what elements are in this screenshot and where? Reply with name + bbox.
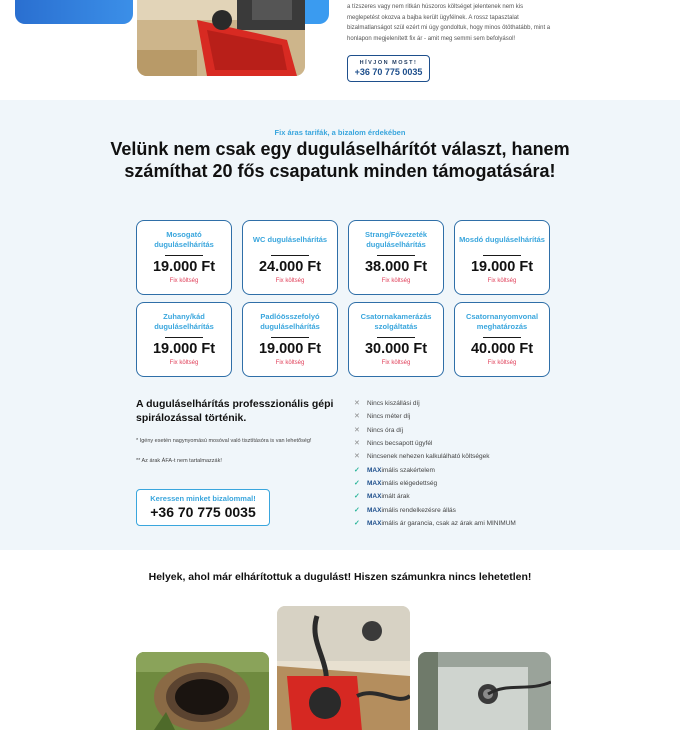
feature-item [354,503,564,516]
pricing-heading: Velünk nem csak egy duguláselhárítót választ, hanem számíthat 20 fős csapatunk minden támogatására! [110,139,570,181]
price-card-price: 38.000 Ft [364,259,428,275]
check-icon: ✓ [354,519,360,527]
price-card-divider [165,255,203,256]
price-card-price: 24.000 Ft [258,259,322,275]
price-card-divider [271,255,309,256]
cross-icon: ✕ [354,400,360,408]
price-card-divider [377,337,415,338]
price-card-subtitle: Fix költség [381,360,411,366]
price-card-title: Mosogató duguláselhárítás [154,230,214,249]
feature-text: imális ár garancia, csak az árak ami MINIMUM [381,519,516,527]
feature-item [354,450,564,463]
feature-max-prefix: MAX [367,466,382,474]
places-title: Helyek, ahol már elhárítottuk a dugulást! Hiszen számunkra nincs lehetetlen! [148,571,532,583]
price-card-subtitle: Fix költség [487,360,517,366]
price-card-price: 19.000 Ft [152,259,216,275]
price-card-divider [483,255,521,256]
service-info [136,397,346,520]
price-card-subtitle: Fix költség [275,360,305,366]
feature-text: imális szakértelem [381,466,435,474]
price-card-subtitle: Fix költség [169,360,199,366]
price-card-title: Zuhany/kád duguláselhárítás [154,312,214,331]
features-list [354,397,564,530]
feature-text: Nincs kiszállási díj [367,400,420,408]
floor-drain-photo [418,652,551,730]
price-card-subtitle: Fix költség [275,278,305,284]
feature-item [354,397,564,410]
cross-icon: ✕ [354,440,360,448]
price-card[interactable] [136,302,232,377]
price-card-price: 19.000 Ft [258,341,322,357]
contact-call-button[interactable] [136,489,270,526]
check-icon: ✓ [354,466,360,474]
check-icon: ✓ [354,493,360,501]
price-card-title: Csatornakamerázás szolgáltatás [360,312,432,331]
drain-machine-photo [277,606,410,730]
feature-max-prefix: MAX [367,519,382,527]
price-card[interactable] [454,220,550,295]
pricing-section [0,100,680,550]
call-now-button[interactable] [347,55,430,82]
call-now-number: +36 70 775 0035 [354,67,423,77]
call-now-label: HÍVJON MOST! [359,60,418,66]
price-card-title: WC duguláselhárítás [252,235,328,244]
feature-text: Nincs becsapott ügyfél [367,440,433,448]
hero-blue-card [15,0,133,24]
price-card-price: 19.000 Ft [152,341,216,357]
price-card-divider [483,337,521,338]
cross-icon: ✕ [354,426,360,434]
price-card[interactable] [242,220,338,295]
feature-text: imális elégedettség [381,479,438,487]
price-card-title: Mosdó duguláselhárítás [459,235,545,244]
feature-text: imált árak [381,493,410,501]
hero-drain-machine-photo [137,0,305,76]
check-icon: ✓ [354,506,360,514]
feature-item [354,517,564,530]
feature-item [354,424,564,437]
cross-icon: ✕ [354,453,360,461]
feature-text: Nincs óra díj [367,426,404,434]
price-card-subtitle: Fix költség [487,278,517,284]
price-card[interactable] [136,220,232,295]
check-icon: ✓ [354,479,360,487]
feature-item [354,437,564,450]
feature-max-prefix: MAX [367,493,382,501]
manhole-photo [136,652,269,730]
price-card[interactable] [348,302,444,377]
contact-call-label: Keressen minket bizalommal! [150,494,256,503]
price-card-title: Csatornanyomvonal meghatározás [465,312,539,331]
price-card-price: 19.000 Ft [470,259,534,275]
feature-max-prefix: MAX [367,479,382,487]
feature-text: Nincs méter díj [367,413,411,421]
feature-text: Nincsenek nehezen kalkulálható költségek [367,453,490,461]
contact-call-number: +36 70 775 0035 [150,504,256,520]
hero-section [0,0,680,100]
service-note-pressure-wash: * Igény esetén nagynyomású mosóval való tisztításóra is van lehetőség! [136,438,312,444]
feature-item [354,477,564,490]
places-section [0,550,680,730]
feature-item [354,490,564,503]
price-card-divider [377,255,415,256]
feature-item [354,410,564,423]
hero-blue-accent [305,0,329,24]
cross-icon: ✕ [354,413,360,421]
feature-text: imális rendelkezésre állás [381,506,456,514]
service-info-title: A duguláselhárítás professzionális gépi spirálozással történik. [136,398,334,424]
price-card-price: 30.000 Ft [364,341,428,357]
price-card-divider [165,337,203,338]
price-card-subtitle: Fix költség [169,278,199,284]
price-card[interactable] [454,302,550,377]
price-card[interactable] [348,220,444,295]
feature-max-prefix: MAX [367,506,382,514]
hero-description: a tízszeres vagy nem ritkán húszoros költséget jelentenek nem kis meglepetést okozva a bajba került ügyfélnek. A rossz tapasztalat bizalmatlanságot szül ezért mi úgy gondoltuk, hogy minos ötöthatább, mint a honlapon megjelenített fix ár - amit meg semmi sem befolyásol! [347,4,551,42]
price-card-subtitle: Fix költség [381,278,411,284]
price-card-title: Strang/Fővezeték duguláselhárítás [364,230,428,249]
price-card-title: Padlóösszefolyó duguláselhárítás [260,312,320,331]
pricing-eyebrow: Fix áras tarifák, a bizalom érdekében [274,128,406,137]
price-card-divider [271,337,309,338]
price-card[interactable] [242,302,338,377]
price-card-price: 40.000 Ft [470,341,534,357]
feature-item [354,463,564,476]
service-note-vat: ** Az árak ÁFA-t nem tartalmazzák! [136,458,222,464]
